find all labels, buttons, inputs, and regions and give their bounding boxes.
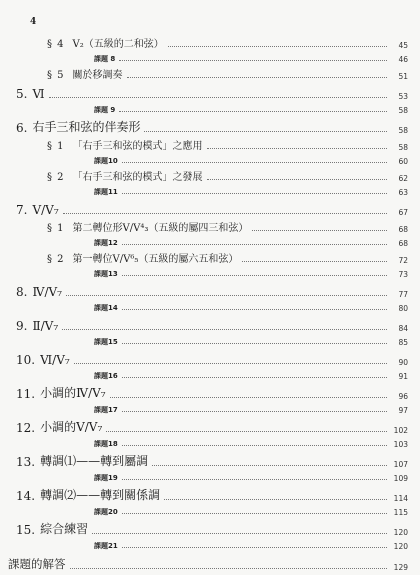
toc-chapter-entry[interactable] [0, 119, 408, 135]
toc-chapter-entry[interactable] [0, 385, 408, 401]
toc-entry-title: Ⅱ/Ⅴ₇ [32, 319, 59, 333]
dot-leader [122, 411, 387, 412]
toc-exercise-entry[interactable] [0, 154, 408, 166]
toc-entry-label [16, 520, 88, 537]
dot-leader [106, 431, 387, 432]
toc-exercise-entry[interactable] [0, 52, 408, 64]
toc-entry-page: 72 [398, 256, 408, 265]
toc-entry-label [16, 285, 62, 299]
toc-entry-page: 120 [393, 528, 408, 537]
toc-entry-label [47, 219, 248, 234]
toc-section-entry[interactable] [0, 138, 408, 152]
dot-leader [122, 343, 387, 344]
toc-entry-title: 課題10 [94, 157, 118, 165]
toc-entry-title: 課題18 [94, 440, 118, 448]
toc-entry-title: 轉調⑴——轉到屬調 [40, 454, 149, 468]
dot-leader [70, 568, 388, 569]
toc-entry-number: 13. [16, 455, 36, 469]
dot-leader [144, 131, 387, 132]
toc-section-entry[interactable] [0, 251, 408, 265]
dot-leader [119, 60, 387, 61]
toc-entry-title: 右手三和弦的伴奏形 [32, 120, 141, 134]
dot-leader [152, 465, 387, 466]
toc-entry-label [47, 66, 123, 81]
toc-entry-title: Ⅵ/Ⅴ₇ [40, 353, 70, 367]
toc-entry-label [94, 371, 118, 381]
toc-entry-number: § 2 [47, 254, 65, 265]
toc-entry-title: 課題13 [94, 270, 118, 278]
toc-entry-number: 10. [16, 353, 36, 367]
toc-exercise-entry[interactable] [0, 335, 408, 347]
toc-entry-page: 90 [398, 358, 408, 367]
dot-leader [122, 479, 387, 480]
toc-entry-page: 80 [398, 304, 408, 313]
toc-entry-label [16, 452, 148, 469]
toc-entry-page: 91 [398, 372, 408, 381]
toc-entry-page: 85 [398, 338, 408, 347]
toc-entry-title: 課題14 [94, 304, 118, 312]
toc-chapter-entry[interactable] [0, 201, 408, 217]
toc-entry-page: 53 [398, 92, 408, 101]
toc-entry-title: 課題21 [94, 542, 118, 550]
toc-entry-label [94, 405, 118, 415]
toc-entry-page: 77 [398, 290, 408, 299]
dot-leader [66, 295, 387, 296]
toc-entry-title: 課題12 [94, 239, 118, 247]
toc-entry-page: 129 [393, 563, 408, 572]
toc-entry-title: 第一轉位Ⅴ/Ⅴ⁶₅（五級的屬六五和弦） [72, 254, 239, 265]
table-of-contents [0, 33, 420, 572]
toc-entry-page: 51 [398, 72, 408, 81]
dot-leader [207, 148, 387, 149]
toc-chapter-entry[interactable] [0, 351, 408, 367]
toc-entry-number: 9. [16, 319, 28, 333]
toc-entry-number: § 4 [47, 39, 65, 50]
toc-entry-page: 107 [393, 460, 408, 469]
toc-entry-title: 第二轉位形Ⅴ/Ⅴ⁴₃（五級的屬四三和弦） [72, 223, 249, 234]
toc-chapter-entry[interactable] [0, 283, 408, 299]
toc-entry-label [94, 337, 118, 347]
toc-entry-page: 46 [398, 55, 408, 64]
toc-entry-number: 8. [16, 285, 28, 299]
toc-entry-number: § 5 [47, 70, 65, 81]
dot-leader [110, 397, 387, 398]
toc-exercise-entry[interactable] [0, 185, 408, 197]
toc-entry-label [16, 319, 58, 333]
toc-entry-page: 67 [398, 208, 408, 217]
toc-entry-label [94, 156, 118, 166]
dot-leader [122, 193, 387, 194]
toc-exercise-entry[interactable] [0, 437, 408, 449]
toc-section-entry[interactable] [0, 169, 408, 183]
toc-entry-page: 58 [398, 143, 408, 152]
toc-entry-title: 課題15 [94, 338, 118, 346]
toc-entry-label [94, 238, 118, 248]
toc-entry-number: 14. [16, 489, 36, 503]
dot-leader [49, 97, 387, 98]
toc-section-entry[interactable] [0, 67, 408, 81]
toc-entry-title: Ⅵ [32, 87, 45, 101]
toc-entry-label [94, 439, 118, 449]
toc-entry-label [94, 473, 118, 483]
dot-leader [122, 275, 387, 276]
toc-exercise-entry[interactable] [0, 505, 408, 517]
dot-leader [207, 179, 387, 180]
toc-chapter-entry[interactable] [0, 487, 408, 503]
toc-entry-number: 15. [16, 523, 36, 537]
toc-entry-page: 109 [393, 474, 408, 483]
toc-entry-label [94, 541, 118, 551]
toc-entry-title: 關於移調奏 [72, 70, 123, 81]
toc-section-entry[interactable] [0, 220, 408, 234]
toc-entry-page: 102 [393, 426, 408, 435]
toc-entry-title: 「右手三和弦的模式」之應用 [72, 141, 203, 152]
dot-leader [127, 77, 387, 78]
toc-top-entry[interactable] [0, 556, 408, 572]
toc-entry-title: 綜合練習 [40, 522, 89, 536]
toc-entry-label [47, 168, 203, 183]
toc-entry-title: 小調的Ⅳ/Ⅴ₇ [40, 386, 106, 400]
dot-leader [74, 363, 387, 364]
toc-exercise-entry[interactable] [0, 236, 408, 248]
toc-entry-page: 62 [398, 174, 408, 183]
toc-chapter-entry[interactable] [0, 85, 408, 101]
toc-chapter-entry[interactable] [0, 453, 408, 469]
toc-entry-number: 12. [16, 421, 36, 435]
toc-entry-page: 58 [398, 126, 408, 135]
dot-leader [122, 445, 387, 446]
toc-entry-title: 「右手三和弦的模式」之發展 [72, 172, 203, 183]
toc-exercise-entry[interactable] [0, 103, 408, 115]
toc-entry-label [94, 187, 118, 197]
dot-leader [252, 230, 387, 231]
dot-leader [122, 547, 387, 548]
toc-exercise-entry[interactable] [0, 539, 408, 551]
toc-entry-page: 84 [398, 324, 408, 333]
dot-leader [62, 329, 387, 330]
toc-entry-title: 課題 8 [94, 55, 116, 63]
toc-entry-title: 課題16 [94, 372, 118, 380]
toc-entry-label [94, 303, 118, 313]
toc-entry-page: 60 [398, 157, 408, 166]
dot-leader [242, 261, 387, 262]
toc-entry-page: 103 [393, 440, 408, 449]
toc-entry-label [47, 35, 164, 50]
toc-section-entry[interactable] [0, 36, 408, 50]
toc-chapter-entry[interactable] [0, 419, 408, 435]
toc-entry-number: § 1 [47, 223, 65, 234]
toc-chapter-entry[interactable] [0, 521, 408, 537]
toc-entry-label [94, 507, 118, 517]
toc-chapter-entry[interactable] [0, 317, 408, 333]
toc-entry-number: 7. [16, 203, 28, 217]
dot-leader [168, 46, 387, 47]
toc-entry-number: § 1 [47, 141, 65, 152]
toc-entry-label [8, 556, 66, 572]
page-number: 4 [30, 17, 37, 27]
toc-entry-page: 120 [393, 542, 408, 551]
toc-exercise-entry[interactable] [0, 471, 408, 483]
toc-entry-label [94, 105, 115, 115]
toc-entry-label [16, 486, 160, 503]
toc-entry-label [47, 137, 203, 152]
toc-entry-title: 課題20 [94, 508, 118, 516]
toc-entry-label [16, 118, 140, 135]
toc-exercise-entry[interactable] [0, 369, 408, 381]
toc-entry-number: 5. [16, 87, 28, 101]
toc-entry-label [16, 418, 102, 435]
dot-leader [63, 213, 387, 214]
toc-entry-label [16, 203, 59, 217]
dot-leader [122, 513, 387, 514]
toc-entry-page: 68 [398, 225, 408, 234]
dot-leader [92, 533, 387, 534]
toc-entry-page: 114 [393, 494, 408, 503]
toc-entry-title: 課題17 [94, 406, 118, 414]
toc-entry-title: 課題19 [94, 474, 118, 482]
toc-entry-title: 小調的Ⅴ/Ⅴ₇ [40, 420, 103, 434]
toc-entry-title: 課題 9 [94, 106, 116, 114]
toc-entry-number: 6. [16, 121, 28, 135]
toc-exercise-entry[interactable] [0, 301, 408, 313]
toc-entry-title: V₂（五級的二和弦） [72, 39, 164, 50]
dot-leader [122, 244, 387, 245]
toc-entry-page: 73 [398, 270, 408, 279]
dot-leader [122, 309, 387, 310]
toc-entry-title: Ⅳ/Ⅴ₇ [32, 285, 62, 299]
toc-entry-page: 68 [398, 239, 408, 248]
toc-exercise-entry[interactable] [0, 267, 408, 279]
dot-leader [122, 377, 387, 378]
toc-entry-label [16, 353, 70, 367]
toc-entry-label [94, 54, 115, 64]
toc-entry-label [47, 250, 238, 265]
toc-entry-page: 58 [398, 106, 408, 115]
toc-entry-page: 45 [398, 41, 408, 50]
toc-entry-label [16, 87, 45, 101]
toc-entry-page: 96 [398, 392, 408, 401]
toc-entry-page: 115 [393, 508, 408, 517]
toc-entry-title: Ⅴ/Ⅴ₇ [32, 203, 59, 217]
toc-entry-label [16, 384, 106, 401]
toc-entry-label [94, 269, 118, 279]
toc-entry-number: 11. [16, 387, 36, 401]
dot-leader [122, 162, 387, 163]
toc-entry-number: § 2 [47, 172, 65, 183]
toc-entry-title: 課題11 [94, 188, 118, 196]
toc-entry-page: 63 [398, 188, 408, 197]
toc-entry-title: 轉調⑵——轉到關係調 [40, 488, 161, 502]
dot-leader [164, 499, 387, 500]
toc-entry-title: 課題的解答 [8, 557, 66, 571]
toc-exercise-entry[interactable] [0, 403, 408, 415]
toc-entry-page: 97 [398, 406, 408, 415]
dot-leader [119, 111, 387, 112]
